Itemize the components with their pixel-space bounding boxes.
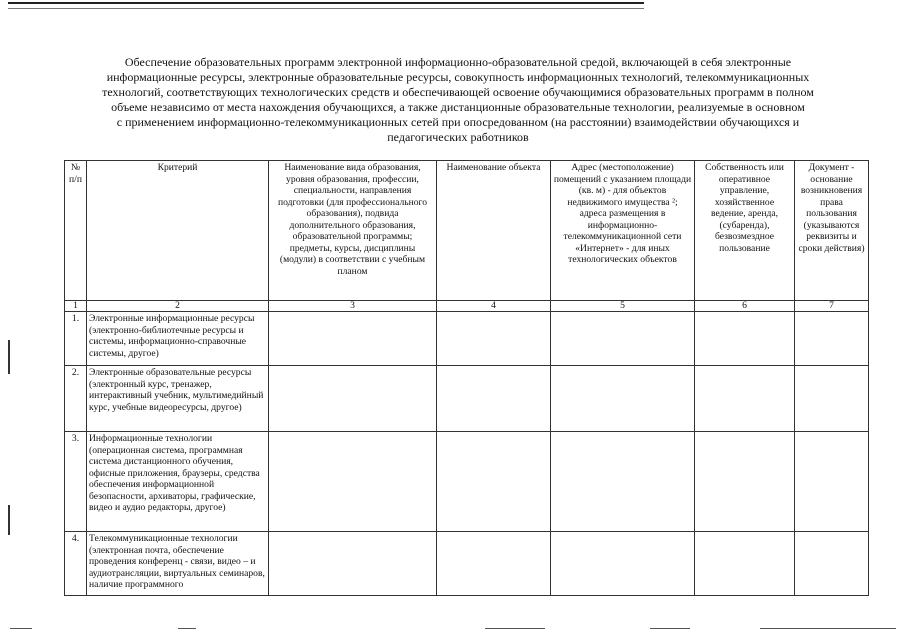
document-title: [58, 55, 858, 145]
empty-cell: [269, 366, 437, 432]
resources-table: [64, 160, 869, 596]
title-line: информационные ресурсы, электронные образовательные ресурсы, совокупность информационных технологий, телекоммуникационных: [106, 70, 810, 84]
column-number: 5: [551, 301, 695, 312]
empty-cell: [795, 532, 869, 596]
table-row: [65, 312, 869, 366]
col-header-document: Документ - основание возникновения права пользования (указываются реквизиты и сроки действия): [795, 161, 869, 301]
empty-cell: [437, 432, 551, 532]
column-numbers-row: [65, 301, 869, 312]
row-number: 3.: [65, 432, 87, 532]
empty-cell: [437, 532, 551, 596]
empty-cell: [269, 312, 437, 366]
empty-cell: [695, 366, 795, 432]
row-criterion: Электронные образовательные ресурсы (электронный курс, тренажер, интерактивный учебник, мультимедийный курс, учебные видеоресурсы, другое): [87, 366, 269, 432]
empty-cell: [695, 532, 795, 596]
table-row: [65, 366, 869, 432]
column-number: 2: [87, 301, 269, 312]
scan-edge-mark: [8, 340, 10, 374]
scan-artifact-line: [760, 628, 896, 629]
scan-artifact-line: [650, 628, 690, 629]
scan-top-rule: [8, 2, 644, 4]
table-row: [65, 532, 869, 596]
header-row: [65, 161, 869, 301]
col-header-program: Наименование вида образования, уровня образования, профессии, специальности, направления подготовки (для профессионального образования), подвида дополнительного образования, образовательной программы; предметы, курсы, дисциплины (модули) в соответствии с учебным планом: [269, 161, 437, 301]
col-header-address: Адрес (местоположение) помещений с указанием площади (кв. м) - для объектов недвижимого имущества ²; адреса размещения в информационно-телекоммуникационной сети «Интернет» - для иных технологических объектов: [551, 161, 695, 301]
scan-artifact-line: [178, 628, 196, 629]
title-line: объеме независимо от места нахождения обучающихся, а также дистанционные образовательные технологии, реализуемые в основном: [111, 100, 805, 114]
table-row: [65, 432, 869, 532]
row-criterion: Электронные информационные ресурсы (электронно-библиотечные ресурсы и системы, информационно-справочные системы, другое): [87, 312, 269, 366]
row-number: 1.: [65, 312, 87, 366]
column-number: 6: [695, 301, 795, 312]
title-line: технологий, соответствующих технологических средств и обеспечивающей освоение обучающимися образовательных программ в полном: [102, 85, 814, 99]
empty-cell: [551, 532, 695, 596]
empty-cell: [795, 432, 869, 532]
col-header-number: № п/п: [65, 161, 87, 301]
col-header-criterion: Критерий: [87, 161, 269, 301]
column-number: 7: [795, 301, 869, 312]
scan-artifact-line: [485, 628, 545, 629]
empty-cell: [551, 366, 695, 432]
scan-edge-mark: [8, 505, 10, 535]
empty-cell: [269, 432, 437, 532]
column-number: 4: [437, 301, 551, 312]
empty-cell: [695, 312, 795, 366]
empty-cell: [551, 312, 695, 366]
row-number: 2.: [65, 366, 87, 432]
col-header-object: Наименование объекта: [437, 161, 551, 301]
column-number: 3: [269, 301, 437, 312]
empty-cell: [695, 432, 795, 532]
row-criterion: Информационные технологии (операционная система, программная система дистанционного обучения, офисные приложения, браузеры, средства обеспечения информационной безопасности, архиваторы, графические, видео и аудио редакторы, другое): [87, 432, 269, 532]
title-line: педагогических работников: [387, 130, 529, 144]
empty-cell: [551, 432, 695, 532]
empty-cell: [437, 312, 551, 366]
row-criterion: Телекоммуникационные технологии (электронная почта, обеспечение проведения конференц - связи, видео – и аудиотрансляции, виртуальных семинаров, наличие программного: [87, 532, 269, 596]
column-number: 1: [65, 301, 87, 312]
empty-cell: [269, 532, 437, 596]
empty-cell: [437, 366, 551, 432]
scan-top-rule-thin: [8, 8, 644, 9]
empty-cell: [795, 312, 869, 366]
col-header-ownership: Собственность или оперативное управление, хозяйственное ведение, аренда, (субаренда), безвозмездное пользование: [695, 161, 795, 301]
scan-artifact-line: [10, 628, 32, 629]
title-line: с применением информационно-телекоммуникационных сетей при опосредованном (на расстоянии) взаимодействии обучающихся и: [116, 115, 800, 129]
row-number: 4.: [65, 532, 87, 596]
empty-cell: [795, 366, 869, 432]
title-line: Обеспечение образовательных программ электронной информационно-образовательной средой, включающей в себя электронные: [124, 55, 792, 69]
